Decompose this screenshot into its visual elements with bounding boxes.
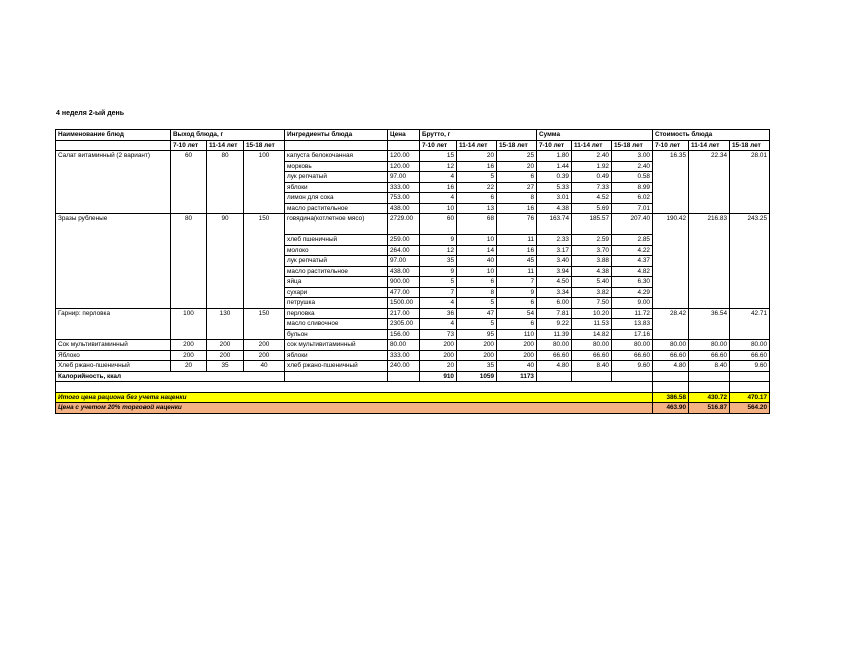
ingredient-price: 97.00 <box>388 256 420 267</box>
empty-cell <box>612 371 653 382</box>
dish-yield: 200 <box>244 340 285 351</box>
empty-cell <box>653 382 689 393</box>
ingredient-brutto: 68 <box>457 214 497 235</box>
ingredient-sum: 11.72 <box>612 308 653 319</box>
ingredient-brutto: 7 <box>420 287 457 298</box>
ingredient-sum: 2.33 <box>537 235 572 246</box>
ingredient-name: лук репчатый <box>285 172 388 183</box>
dish-cost: 42.71 <box>730 308 770 340</box>
table-row <box>56 361 770 372</box>
ingredient-sum: 5.40 <box>572 277 612 288</box>
subheader-age: 15-18 лет <box>730 140 770 151</box>
dish-yield: 60 <box>171 151 207 214</box>
dish-cost: 80.00 <box>653 340 689 351</box>
ingredient-price: 1500.00 <box>388 298 420 309</box>
dish-yield: 130 <box>207 308 244 340</box>
ingredient-sum: 4.80 <box>537 361 572 372</box>
dish-yield: 20 <box>171 361 207 372</box>
ingredient-name: бульон <box>285 329 388 340</box>
ingredient-price: 477.00 <box>388 287 420 298</box>
dish-yield: 90 <box>207 214 244 309</box>
ingredient-sum: 10.20 <box>572 308 612 319</box>
ingredient-brutto: 8 <box>497 193 537 204</box>
ingredient-name: масло сливочное <box>285 319 388 330</box>
table-row <box>56 308 770 319</box>
ingredient-brutto: 40 <box>457 256 497 267</box>
dish-cost: 8.40 <box>689 361 730 372</box>
header-cost: Стоимость блюда <box>653 130 770 141</box>
dish-yield: 200 <box>244 350 285 361</box>
ingredient-brutto: 4 <box>420 298 457 309</box>
ingredient-sum: 3.70 <box>572 245 612 256</box>
ingredient-sum: 6.02 <box>612 193 653 204</box>
ingredient-price: 2729.00 <box>388 214 420 235</box>
ingredient-price: 240.00 <box>388 361 420 372</box>
header-row <box>56 130 770 141</box>
dish-yield: 200 <box>207 340 244 351</box>
ingredient-brutto: 7 <box>497 277 537 288</box>
ingredient-sum: 17.16 <box>612 329 653 340</box>
ingredient-name: петрушка <box>285 298 388 309</box>
ingredient-sum: 207.40 <box>612 214 653 235</box>
ingredient-sum: 6.30 <box>612 277 653 288</box>
ingredient-sum: 7.01 <box>612 203 653 214</box>
dish-name: Сок мультивитаминный <box>56 340 171 351</box>
ingredient-price: 333.00 <box>388 182 420 193</box>
menu-cost-table <box>55 129 770 414</box>
ingredient-price: 217.00 <box>388 308 420 319</box>
total-value: 564.20 <box>730 403 770 414</box>
ingredient-brutto: 6 <box>497 319 537 330</box>
page-title: 4 неделя 2-ый день <box>56 110 125 117</box>
ingredient-sum: 1.44 <box>537 161 572 172</box>
subheader-age: 11-14 лет <box>207 140 244 151</box>
ingredient-brutto: 5 <box>457 319 497 330</box>
ingredient-brutto: 10 <box>420 203 457 214</box>
ingredient-sum: 14.82 <box>572 329 612 340</box>
ingredient-price: 120.00 <box>388 151 420 162</box>
ingredient-brutto: 9 <box>420 235 457 246</box>
ingredient-sum: 3.88 <box>572 256 612 267</box>
dish-name: Салат витаминный (2 вариант) <box>56 151 171 214</box>
ingredient-brutto: 73 <box>420 329 457 340</box>
ingredient-sum: 66.60 <box>572 350 612 361</box>
ingredient-sum: 5.33 <box>537 182 572 193</box>
dish-cost: 80.00 <box>689 340 730 351</box>
ingredient-brutto: 76 <box>497 214 537 235</box>
ingredient-brutto: 47 <box>457 308 497 319</box>
total-value: 516.87 <box>689 403 730 414</box>
ingredient-name: говядина(котлетное мясо) <box>285 214 388 235</box>
table-row <box>56 214 770 235</box>
ingredient-sum: 9.22 <box>537 319 572 330</box>
ingredient-brutto: 9 <box>420 266 457 277</box>
ingredient-brutto: 45 <box>497 256 537 267</box>
ingredient-name: перловка <box>285 308 388 319</box>
ingredient-sum: 3.94 <box>537 266 572 277</box>
ingredient-sum: 4.37 <box>612 256 653 267</box>
ingredient-sum: 1.80 <box>537 151 572 162</box>
ingredient-sum: 80.00 <box>612 340 653 351</box>
dish-yield: 200 <box>171 350 207 361</box>
ingredient-brutto: 22 <box>457 182 497 193</box>
ingredient-brutto: 11 <box>497 266 537 277</box>
calories-value: 1059 <box>457 371 497 382</box>
empty-cell <box>730 371 770 382</box>
ingredient-brutto: 6 <box>497 298 537 309</box>
ingredient-sum: 4.38 <box>537 203 572 214</box>
header-price: Цена <box>388 130 420 141</box>
ingredient-brutto: 5 <box>420 277 457 288</box>
ingredient-brutto: 200 <box>420 340 457 351</box>
ingredient-sum: 13.83 <box>612 319 653 330</box>
ingredient-brutto: 9 <box>497 287 537 298</box>
ingredient-price: 333.00 <box>388 350 420 361</box>
ingredient-brutto: 27 <box>497 182 537 193</box>
spacer-row <box>56 382 770 393</box>
ingredient-brutto: 200 <box>457 340 497 351</box>
ingredient-sum: 11.53 <box>572 319 612 330</box>
ingredient-sum: 80.00 <box>572 340 612 351</box>
ingredient-brutto: 10 <box>457 235 497 246</box>
ingredient-brutto: 20 <box>497 161 537 172</box>
header-ingredients: Ингредиенты блюда <box>285 130 388 141</box>
dish-yield: 200 <box>207 350 244 361</box>
ingredient-sum: 3.17 <box>537 245 572 256</box>
ingredient-sum: 2.40 <box>572 151 612 162</box>
header-dish: Наименование блюд <box>56 130 171 141</box>
empty-cell <box>689 382 730 393</box>
ingredient-sum: 80.00 <box>537 340 572 351</box>
calories-row <box>56 371 770 382</box>
ingredient-sum: 4.38 <box>572 266 612 277</box>
total-label: Цена с учетом 20% торговой наценки <box>56 403 653 414</box>
header-brutto: Брутто, г <box>420 130 537 141</box>
ingredient-sum: 0.49 <box>572 172 612 183</box>
ingredient-brutto: 200 <box>457 350 497 361</box>
subheader-age: 11-14 лет <box>457 140 497 151</box>
ingredient-sum: 3.00 <box>612 151 653 162</box>
ingredient-sum: 3.34 <box>537 287 572 298</box>
ingredient-brutto: 13 <box>457 203 497 214</box>
ingredient-brutto: 4 <box>420 193 457 204</box>
ingredient-price: 438.00 <box>388 266 420 277</box>
ingredient-sum: 163.74 <box>537 214 572 235</box>
ingredient-sum: 185.57 <box>572 214 612 235</box>
total-value: 463.90 <box>653 403 689 414</box>
ingredient-price: 156.00 <box>388 329 420 340</box>
dish-yield: 150 <box>244 308 285 340</box>
ingredient-brutto: 5 <box>457 172 497 183</box>
subheader-age: 7-10 лет <box>653 140 689 151</box>
calories-value: 910 <box>420 371 457 382</box>
dish-name: Хлеб ржано-пшеничный <box>56 361 171 372</box>
dish-cost: 16.35 <box>653 151 689 214</box>
table-row <box>56 340 770 351</box>
dish-cost: 190.42 <box>653 214 689 309</box>
ingredient-price: 97.00 <box>388 172 420 183</box>
ingredient-brutto: 6 <box>497 172 537 183</box>
ingredient-brutto: 110 <box>497 329 537 340</box>
dish-cost: 66.60 <box>689 350 730 361</box>
dish-name: Гарнир: перловка <box>56 308 171 340</box>
ingredient-price: 438.00 <box>388 203 420 214</box>
ingredient-brutto: 25 <box>497 151 537 162</box>
ingredient-name: яблоки <box>285 182 388 193</box>
subheader-age: 11-14 лет <box>689 140 730 151</box>
ingredient-price: 259.00 <box>388 235 420 246</box>
ingredient-name: яблоки <box>285 350 388 361</box>
ingredient-sum: 3.01 <box>537 193 572 204</box>
ingredient-sum: 8.40 <box>572 361 612 372</box>
empty-cell <box>537 371 572 382</box>
calories-value: 1173 <box>497 371 537 382</box>
ingredient-brutto: 12 <box>420 245 457 256</box>
dish-yield: 35 <box>207 361 244 372</box>
ingredient-brutto: 8 <box>457 287 497 298</box>
total-markup-row <box>56 403 770 414</box>
ingredient-price: 264.00 <box>388 245 420 256</box>
dish-yield: 100 <box>171 308 207 340</box>
total-label: Итого цена рациона без учета наценки <box>56 392 653 403</box>
ingredient-sum: 4.22 <box>612 245 653 256</box>
table-row <box>56 151 770 162</box>
empty-cell <box>689 371 730 382</box>
ingredient-brutto: 200 <box>497 340 537 351</box>
ingredient-sum: 9.60 <box>612 361 653 372</box>
ingredient-brutto: 11 <box>497 235 537 246</box>
ingredient-name: сок мультивитаминный <box>285 340 388 351</box>
ingredient-sum: 8.99 <box>612 182 653 193</box>
ingredient-sum: 5.69 <box>572 203 612 214</box>
ingredient-brutto: 5 <box>457 298 497 309</box>
dish-name: Яблоко <box>56 350 171 361</box>
ingredient-name: масло растительное <box>285 266 388 277</box>
empty-cell <box>572 371 612 382</box>
ingredient-brutto: 15 <box>420 151 457 162</box>
ingredient-brutto: 20 <box>420 361 457 372</box>
ingredient-sum: 6.00 <box>537 298 572 309</box>
ingredient-sum: 7.33 <box>572 182 612 193</box>
ingredient-brutto: 35 <box>420 256 457 267</box>
dish-cost: 9.60 <box>730 361 770 372</box>
dish-cost: 36.54 <box>689 308 730 340</box>
ingredient-sum: 1.92 <box>572 161 612 172</box>
ingredient-brutto: 60 <box>420 214 457 235</box>
dish-yield: 80 <box>171 214 207 309</box>
ingredient-sum: 0.58 <box>612 172 653 183</box>
subheader-age: 7-10 лет <box>171 140 207 151</box>
ingredient-name: масло растительное <box>285 203 388 214</box>
ingredient-sum: 11.39 <box>537 329 572 340</box>
dish-yield: 80 <box>207 151 244 214</box>
ingredient-brutto: 200 <box>497 350 537 361</box>
ingredient-name: молоко <box>285 245 388 256</box>
ingredient-brutto: 20 <box>457 151 497 162</box>
total-value: 430.72 <box>689 392 730 403</box>
ingredient-brutto: 4 <box>420 172 457 183</box>
ingredient-sum: 66.60 <box>612 350 653 361</box>
ingredient-sum: 2.85 <box>612 235 653 246</box>
ingredient-brutto: 6 <box>457 193 497 204</box>
ingredient-sum: 4.82 <box>612 266 653 277</box>
ingredient-brutto: 16 <box>497 203 537 214</box>
ingredient-brutto: 6 <box>457 277 497 288</box>
ingredient-sum: 0.39 <box>537 172 572 183</box>
ingredient-sum: 7.50 <box>572 298 612 309</box>
ingredient-brutto: 95 <box>457 329 497 340</box>
ingredient-brutto: 16 <box>497 245 537 256</box>
total-value: 386.58 <box>653 392 689 403</box>
dish-yield: 40 <box>244 361 285 372</box>
ingredient-brutto: 16 <box>457 161 497 172</box>
empty-cell <box>56 382 653 393</box>
ingredient-brutto: 14 <box>457 245 497 256</box>
dish-cost: 28.42 <box>653 308 689 340</box>
ingredient-price: 2305.00 <box>388 319 420 330</box>
ingredient-sum: 66.60 <box>537 350 572 361</box>
total-row <box>56 392 770 403</box>
ingredient-sum: 4.50 <box>537 277 572 288</box>
subheader-age: 11-14 лет <box>572 140 612 151</box>
ingredient-sum: 3.40 <box>537 256 572 267</box>
ingredient-brutto: 35 <box>457 361 497 372</box>
ingredient-sum: 4.52 <box>572 193 612 204</box>
dish-cost: 80.00 <box>730 340 770 351</box>
ingredient-brutto: 12 <box>420 161 457 172</box>
ingredient-name: морковь <box>285 161 388 172</box>
ingredient-brutto: 200 <box>420 350 457 361</box>
ingredient-brutto: 36 <box>420 308 457 319</box>
ingredient-price: 120.00 <box>388 161 420 172</box>
empty-cell <box>653 371 689 382</box>
dish-yield: 150 <box>244 214 285 309</box>
ingredient-sum: 2.59 <box>572 235 612 246</box>
dish-cost: 4.80 <box>653 361 689 372</box>
subheader-age: 15-18 лет <box>612 140 653 151</box>
empty-cell <box>730 382 770 393</box>
subheader-age: 7-10 лет <box>420 140 457 151</box>
subheader-age: 15-18 лет <box>244 140 285 151</box>
dish-cost: 66.60 <box>730 350 770 361</box>
ingredient-price: 753.00 <box>388 193 420 204</box>
empty-cell <box>388 371 420 382</box>
ingredient-brutto: 4 <box>420 319 457 330</box>
dish-name: Зразы рубленые <box>56 214 171 309</box>
ingredient-brutto: 40 <box>497 361 537 372</box>
ingredient-price: 80.00 <box>388 340 420 351</box>
ingredient-sum: 4.29 <box>612 287 653 298</box>
dish-cost: 243.25 <box>730 214 770 309</box>
table-row <box>56 350 770 361</box>
dish-cost: 216.83 <box>689 214 730 309</box>
dish-cost: 66.60 <box>653 350 689 361</box>
calories-label: Калорийность, ккал <box>56 371 285 382</box>
ingredient-name: сухари <box>285 287 388 298</box>
ingredient-price: 900.00 <box>388 277 420 288</box>
subheader-row <box>56 140 770 151</box>
dish-cost: 22.34 <box>689 151 730 214</box>
dish-yield: 100 <box>244 151 285 214</box>
ingredient-sum: 2.40 <box>612 161 653 172</box>
ingredient-sum: 7.81 <box>537 308 572 319</box>
header-sum: Сумма <box>537 130 653 141</box>
header-yield: Выход блюда, г <box>171 130 285 141</box>
ingredient-brutto: 10 <box>457 266 497 277</box>
ingredient-name: хлеб пшеничный <box>285 235 388 246</box>
subheader-age: 15-18 лет <box>497 140 537 151</box>
subheader-age: 7-10 лет <box>537 140 572 151</box>
empty-cell <box>285 371 388 382</box>
dish-yield: 200 <box>171 340 207 351</box>
ingredient-brutto: 54 <box>497 308 537 319</box>
ingredient-name: хлеб ржано-пшеничный <box>285 361 388 372</box>
ingredient-name: лук репчатый <box>285 256 388 267</box>
total-value: 470.17 <box>730 392 770 403</box>
ingredient-name: капуста белокочанная <box>285 151 388 162</box>
ingredient-name: яйца <box>285 277 388 288</box>
ingredient-sum: 3.82 <box>572 287 612 298</box>
dish-cost: 28.01 <box>730 151 770 214</box>
ingredient-sum: 9.00 <box>612 298 653 309</box>
ingredient-name: лимон для сока <box>285 193 388 204</box>
ingredient-brutto: 16 <box>420 182 457 193</box>
